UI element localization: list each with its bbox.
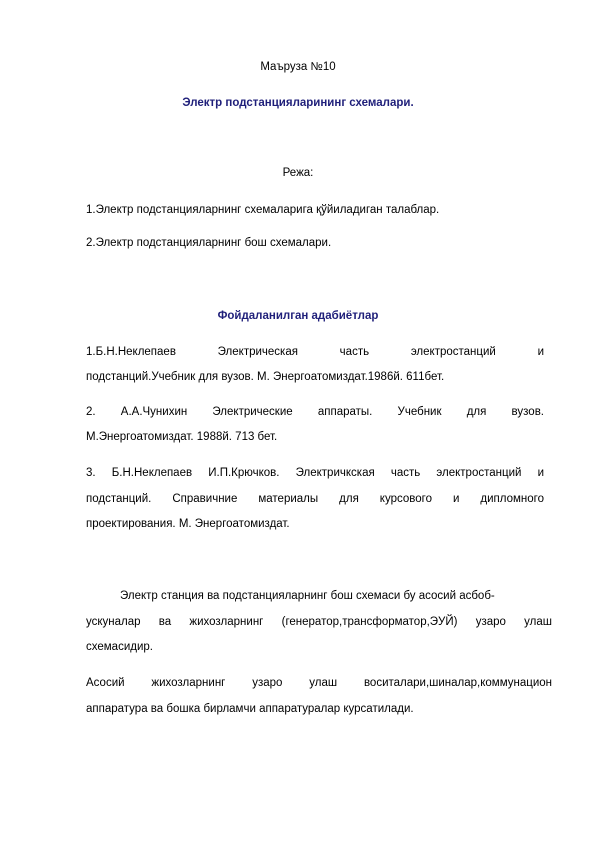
reference-3-line-1: 3. Б.Н.Неклепаев И.П.Крючков. Электричкская часть электростанций и: [86, 467, 544, 479]
reference-2-line-2: М.Энергоатомиздат. 1988й. 713 бет.: [86, 431, 278, 443]
lecture-number: Маъруза №10: [260, 61, 336, 73]
reference-1-line-1: 1.Б.Н.Неклепаев Электрическая часть электростанций и: [86, 346, 544, 358]
lecture-title: Электр подстанцияларининг схемалари.: [182, 97, 414, 109]
body-paragraph-1-line-1: Электр станция ва подстанцияларнинг бош схемаси бу асосий асбоб-: [120, 590, 495, 602]
reference-3-line-2: подстанций. Справичние материалы для курсового и дипломного: [86, 493, 544, 505]
plan-heading: Режа:: [282, 167, 314, 179]
reference-2-line-1: 2. А.А.Чунихин Электрические аппараты. Учебник для вузов.: [86, 406, 544, 418]
plan-item-1: 1.Электр подстанцияларнинг схемаларига қўйиладиган талаблар.: [86, 204, 440, 216]
reference-3-line-3: проектирования. М. Энергоатомиздат.: [86, 518, 290, 530]
body-paragraph-2-line-2: аппаратура ва бошка бирламчи аппаратуралар курсатилади.: [86, 703, 414, 715]
body-paragraph-1-line-3: схемасидир.: [86, 641, 153, 653]
body-paragraph-2-line-1: Асосий жихозларнинг узаро улаш воситалари,шиналар,коммунацион: [86, 677, 552, 689]
plan-item-2: 2.Электр подстанцияларнинг бош схемалари.: [86, 237, 332, 249]
reference-1-line-2: подстанций.Учебник для вузов. М. Энергоатомиздат.1986й. 611бет.: [86, 371, 445, 383]
references-heading: Фойдаланилган адабиётлар: [217, 310, 379, 322]
body-paragraph-1-line-2: ускуналар ва жихозларнинг (генератор,трансформатор,ЭУЙ) узаро улаш: [86, 616, 552, 628]
